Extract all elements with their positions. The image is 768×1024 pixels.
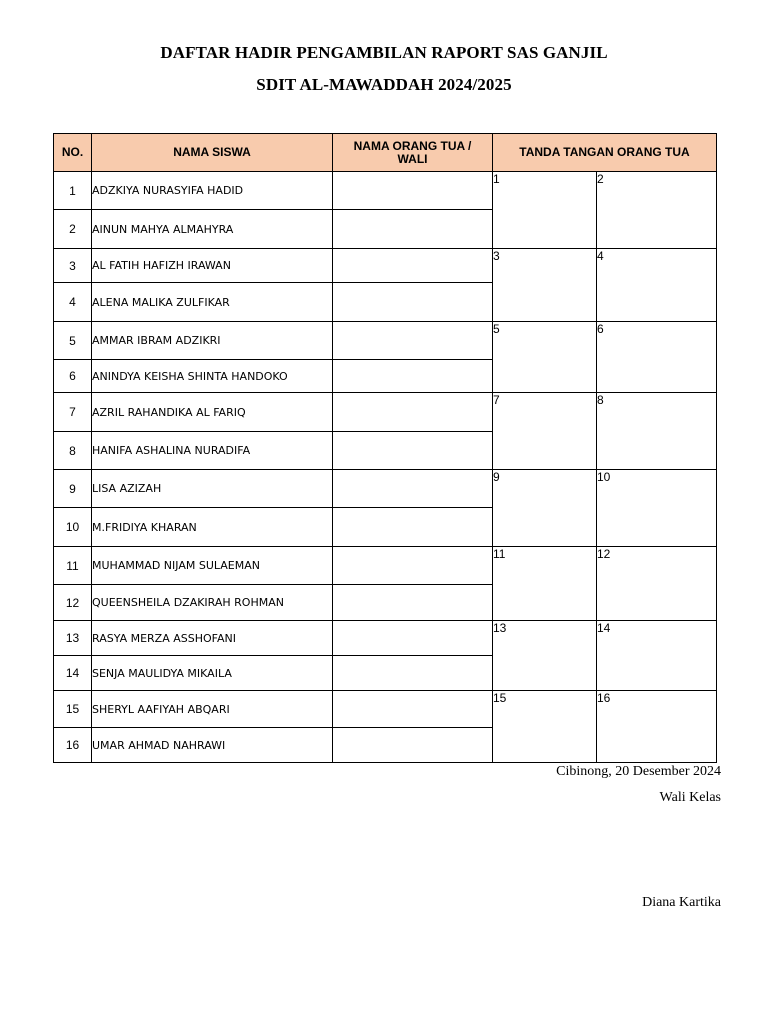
header-student-name: NAMA SISWA (92, 134, 333, 172)
student-name: AL FATIH HAFIZH IRAWAN (92, 249, 333, 283)
signature-number: 11 (493, 547, 506, 561)
row-number: 10 (54, 508, 92, 547)
student-name: ALENA MALIKA ZULFIKAR (92, 283, 333, 322)
signature-number: 7 (493, 393, 500, 407)
parent-name-cell[interactable] (333, 585, 493, 621)
table-row (54, 393, 717, 432)
signature-number: 2 (597, 172, 604, 186)
signature-cell[interactable] (597, 547, 717, 621)
row-number: 16 (54, 728, 92, 763)
document-subtitle: SDIT AL-MAWADDAH 2024/2025 (256, 75, 512, 94)
parent-name-cell[interactable] (333, 249, 493, 283)
row-number: 14 (54, 656, 92, 691)
table-row (54, 172, 717, 210)
parent-name-cell[interactable] (333, 210, 493, 249)
signature-number: 15 (493, 691, 507, 705)
student-name: AINUN MAHYA ALMAHYRA (92, 210, 333, 249)
student-name: ANINDYA KEISHA SHINTA HANDOKO (92, 360, 333, 393)
student-name: LISA AZIZAH (92, 470, 333, 508)
student-name: AZRIL RAHANDIKA AL FARIQ (92, 393, 333, 432)
student-name: M.FRIDIYA KHARAN (92, 508, 333, 547)
signature-cell[interactable] (493, 322, 597, 393)
signature-cell[interactable] (493, 393, 597, 470)
table-row (54, 470, 717, 508)
table-row (54, 249, 717, 283)
row-number: 4 (54, 283, 92, 322)
signature-cell[interactable] (493, 249, 597, 322)
teacher-name: Diana Kartika (642, 895, 721, 910)
row-number: 3 (54, 249, 92, 283)
parent-name-cell[interactable] (333, 432, 493, 470)
parent-name-cell[interactable] (333, 621, 493, 656)
signature-cell[interactable] (493, 547, 597, 621)
parent-name-cell[interactable] (333, 393, 493, 432)
header-row (54, 134, 717, 172)
signature-cell[interactable] (597, 470, 717, 547)
header-parent-name-line2: WALI (397, 151, 428, 166)
signature-cell[interactable] (597, 249, 717, 322)
student-name: ADZKIYA NURASYIFA HADID (92, 172, 333, 210)
student-name: RASYA MERZA ASSHOFANI (92, 621, 333, 656)
row-number: 1 (54, 172, 92, 210)
row-number: 7 (54, 393, 92, 432)
row-number: 15 (54, 691, 92, 728)
student-name: QUEENSHEILA DZAKIRAH ROHMAN (92, 585, 333, 621)
signature-cell[interactable] (597, 621, 717, 691)
table-row (54, 691, 717, 728)
row-number: 8 (54, 432, 92, 470)
student-name: HANIFA ASHALINA NURADIFA (92, 432, 333, 470)
signature-cell[interactable] (493, 172, 597, 249)
parent-name-cell[interactable] (333, 508, 493, 547)
signature-cell[interactable] (597, 172, 717, 249)
parent-name-cell[interactable] (333, 283, 493, 322)
signature-number: 5 (493, 322, 500, 336)
signature-number: 1 (493, 172, 500, 186)
signature-cell[interactable] (597, 393, 717, 470)
signature-cell[interactable] (493, 691, 597, 763)
signature-cell[interactable] (597, 691, 717, 763)
header-signature: TANDA TANGAN ORANG TUA (493, 134, 717, 172)
place-date: Cibinong, 20 Desember 2024 (556, 764, 721, 779)
signature-number: 14 (597, 621, 611, 635)
header-no: NO. (54, 134, 92, 172)
signature-number: 3 (493, 249, 500, 263)
parent-name-cell[interactable] (333, 728, 493, 763)
row-number: 12 (54, 585, 92, 621)
signature-number: 9 (493, 470, 500, 484)
attendance-table (53, 133, 717, 763)
student-name: SENJA MAULIDYA MIKAILA (92, 656, 333, 691)
signature-number: 10 (597, 470, 611, 484)
parent-name-cell[interactable] (333, 322, 493, 360)
student-name: SHERYL AAFIYAH ABQARI (92, 691, 333, 728)
row-number: 5 (54, 322, 92, 360)
row-number: 6 (54, 360, 92, 393)
header-parent-name (333, 134, 493, 172)
parent-name-cell[interactable] (333, 360, 493, 393)
parent-name-cell[interactable] (333, 656, 493, 691)
signature-cell[interactable] (597, 322, 717, 393)
row-number: 9 (54, 470, 92, 508)
student-name: AMMAR IBRAM ADZIKRI (92, 322, 333, 360)
signature-number: 6 (597, 322, 604, 336)
row-number: 2 (54, 210, 92, 249)
table-row (54, 621, 717, 656)
parent-name-cell[interactable] (333, 470, 493, 508)
signature-number: 12 (597, 547, 611, 561)
signature-number: 4 (597, 249, 604, 263)
table-row (54, 547, 717, 585)
signature-number: 13 (493, 621, 507, 635)
signature-cell[interactable] (493, 621, 597, 691)
parent-name-cell[interactable] (333, 691, 493, 728)
row-number: 13 (54, 621, 92, 656)
document-title: DAFTAR HADIR PENGAMBILAN RAPORT SAS GANJIL (160, 43, 608, 62)
parent-name-cell[interactable] (333, 547, 493, 585)
table-row (54, 322, 717, 360)
signer-role: Wali Kelas (659, 790, 721, 805)
parent-name-cell[interactable] (333, 172, 493, 210)
student-name: MUHAMMAD NIJAM SULAEMAN (92, 547, 333, 585)
signature-number: 8 (597, 393, 604, 407)
header-parent-name-line1: NAMA ORANG TUA / (353, 138, 472, 153)
signature-cell[interactable] (493, 470, 597, 547)
row-number: 11 (54, 547, 92, 585)
student-name: UMAR AHMAD NAHRAWI (92, 728, 333, 763)
signature-number: 16 (597, 691, 611, 705)
